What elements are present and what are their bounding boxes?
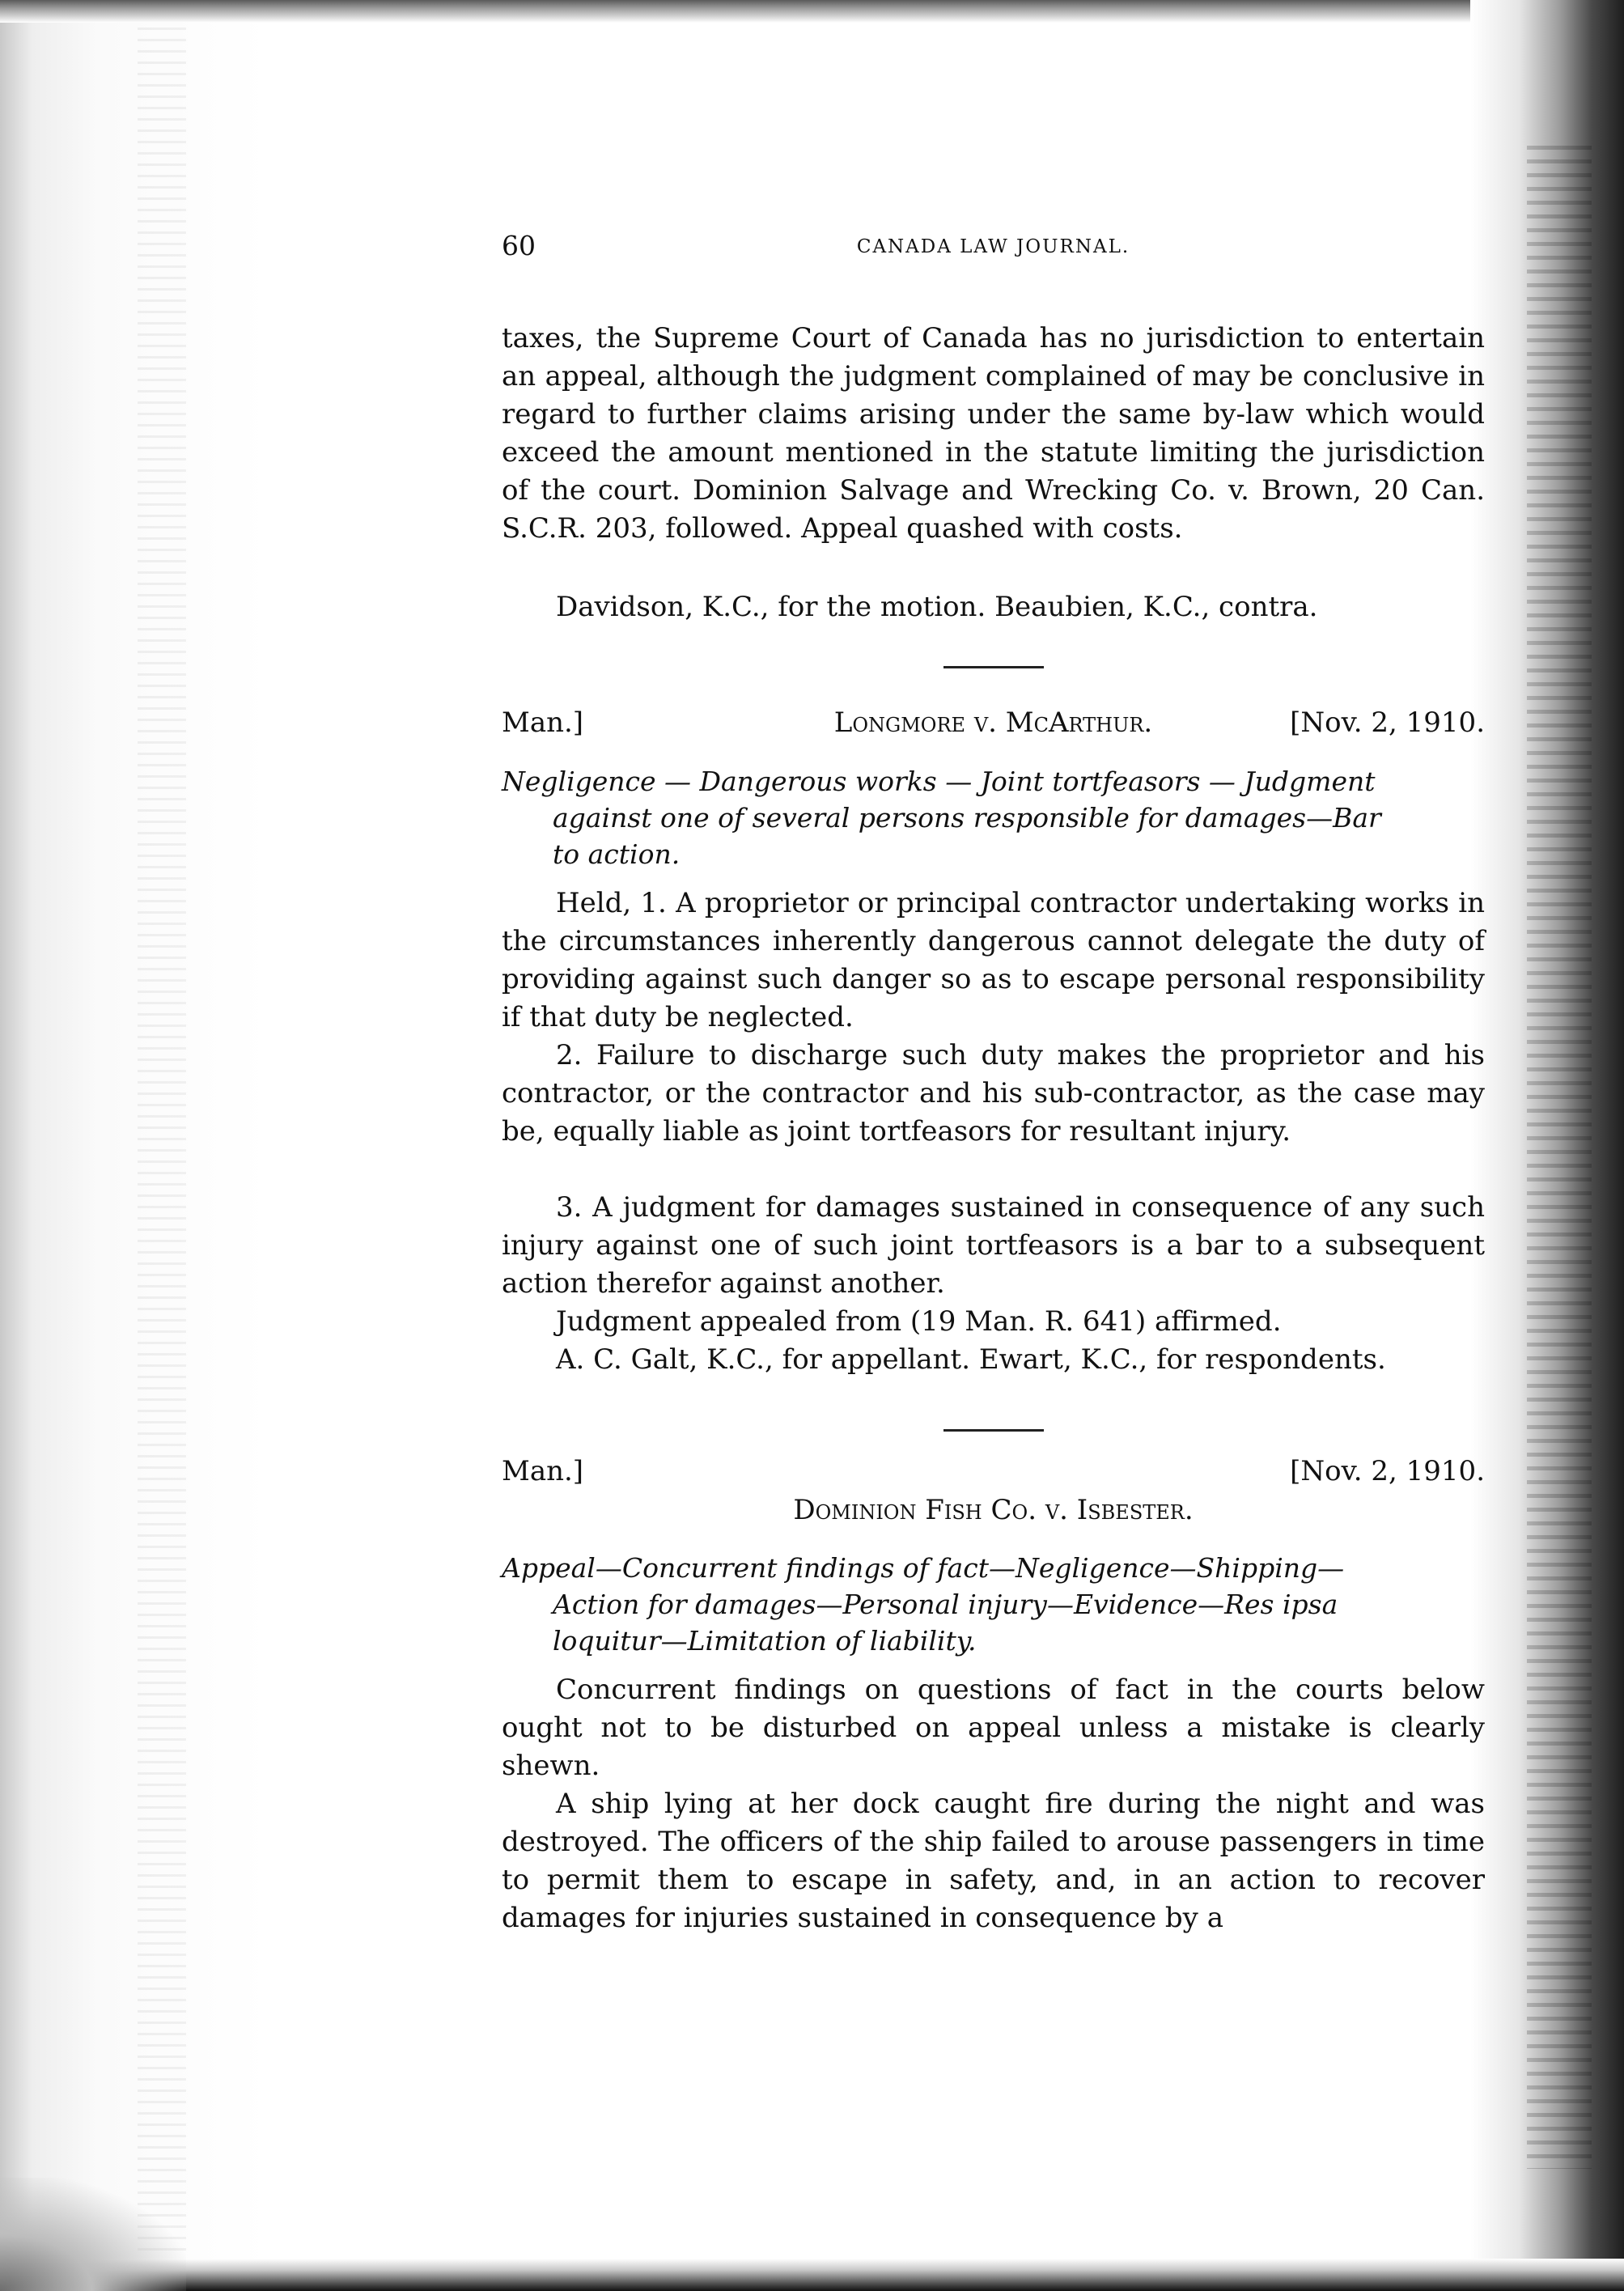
case-headnote [502,763,1485,872]
scan-left-margin [0,0,267,2291]
case-heading-longmore [502,704,1485,742]
headnote-line: loquitur—Limitation of liability. [553,1625,977,1657]
judgment-line: Judgment appealed from (19 Man. R. 641) affirmed. [556,1305,1282,1338]
case-date: [Nov. 2, 1910. [1290,1455,1485,1487]
running-head: CANADA LAW JOURNAL. [856,236,1130,257]
scan-corner-shadow [0,2178,186,2291]
held-paragraph-1: Held, 1. A proprietor or principal contractor undertaking works in the circumstances inherently dangerous cannot delegate the duty of providing against such danger so as to escape personal responsibility if that duty be neglected. [502,887,1485,1033]
case-counsel: A. C. Galt, K.C., for appellant. Ewart, K.C., for respondents. [556,1343,1386,1376]
case-heading-dominion [502,1453,1485,1491]
case-title: Longmore v. McArthur. [833,706,1153,739]
body-paragraph: A ship lying at her dock caught fire during the night and was destroyed. The officers of the ship failed to arouse passengers in time to permit them to escape in safety, and, in an action to recover damages for injuries sustained in consequence by a [502,1788,1485,1934]
page-header [502,230,1485,270]
case-date: [Nov. 2, 1910. [1290,706,1485,739]
case-court: Man.] [502,706,584,739]
headnote-line: Negligence — Dangerous works — Joint tortfeasors — Judgment [502,766,1376,797]
case-separator [943,1429,1044,1432]
held-paragraph-3: 3. A judgment for damages sustained in consequence of any such injury against one of such joint tortfeasors is a bar to a subsequent action therefor against another. [502,1191,1485,1300]
case-title: Dominion Fish Co. v. Isbester. [793,1494,1194,1526]
case-headnote [502,1550,1485,1659]
headnote-line: Action for damages—Personal injury—Evidence—Res ipsa [553,1589,1338,1620]
scan-bottom-edge [0,2259,1624,2291]
headnote-line: Appeal—Concurrent findings of fact—Negligence—Shipping— [502,1552,1345,1584]
previous-case-counsel: Davidson, K.C., for the motion. Beaubien, K.C., contra. [556,591,1318,623]
page-number: 60 [502,230,536,261]
headnote-line: to action. [553,838,681,870]
scan-right-grain [1527,146,1592,2169]
scan-top-edge [0,0,1624,23]
held-paragraph-2: 2. Failure to discharge such duty makes the proprietor and his contractor, or the contractor and his sub-contractor, as the case may be, equally liable as joint tortfeasors for resultant injury. [502,1039,1485,1148]
headnote-line: against one of several persons responsible for damages—Bar [553,802,1381,834]
previous-case-paragraph: taxes, the Supreme Court of Canada has no jurisdiction to entertain an appeal, although the judgment complained of may be conclusive in regard to further claims arising under the same by-law which would exceed the amount mentioned in the statute limiting the jurisdiction of the court. Dominion Salvage and Wrecking Co. v. Brown, 20 Can. S.C.R. 203, followed. Appeal quashed with costs. [502,322,1485,545]
body-paragraph: Concurrent findings on questions of fact in the courts below ought not to be disturbed on appeal unless a mistake is clearly shewn. [502,1674,1485,1782]
case-court: Man.] [502,1455,584,1487]
case-separator [943,666,1044,668]
scan-left-grain [138,16,186,2266]
